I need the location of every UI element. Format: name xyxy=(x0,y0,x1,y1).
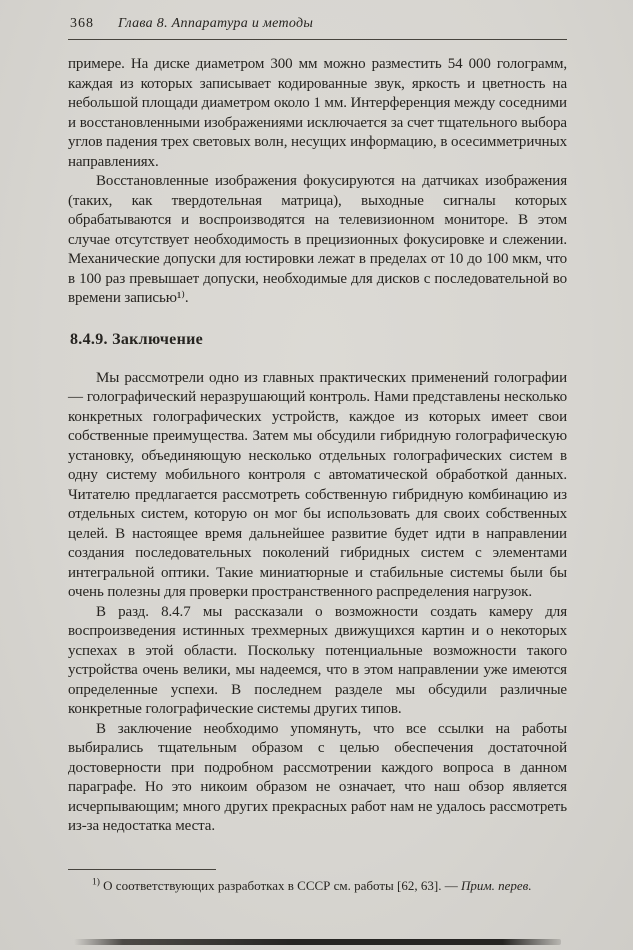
paragraph-continuation: примере. На диске диаметром 300 мм можно разместить 54 000 голограмм, каждая из которых записывает кодированные звук, яркость и цветность на небольшой площади диаметром около 1 мм. Интерференция между соседними и восстановленными изображениями исключается за счет тщательного выбора углов падения трех световых волн, несущих информацию, в осесимметричных направлениях. xyxy=(68,56,567,170)
footnote-area xyxy=(68,859,567,894)
paragraph: Восстановленные изображения фокусируются на датчиках изображения (таких, как твердотельная матрица), выходные сигналы которых обрабатываются и воспроизводятся на телевизионном мониторе. В этом случае отсутствует необходимость в прецизионных фокусировке и слежении. Механические допуски для юстировки лежат в пределах от 10 до 100 мкм, что в 100 раз превышает допуски, необходимые для дисков с последовательной во времени записью¹⁾. xyxy=(68,173,567,306)
header-rule xyxy=(68,39,567,40)
page-number: 368 xyxy=(70,16,94,31)
section-heading: 8.4.9. Заключение xyxy=(70,330,204,348)
footnote xyxy=(68,877,567,894)
paragraph: Мы рассмотрели одно из главных практических применений голографии — голографический неразрушающий контроль. Нами представлены несколько конкретных голографических устройств, каждое из которых имеет свои собственные преимущества. Затем мы обсудили гибридную голографическую установку, объединяющую несколько отдельных голографических систем в одну систему мобильного контроля с автоматической обработкой данных. Читателю предлагается рассмотреть собственную гибридную комбинацию из отдельных систем, которую он мог бы использовать для своих собственных целей. В настоящее время дальнейшее развитие будет идти в направлении создания последовательных поколений гибридных систем с элементами интегральной оптики. Такие миниатюрные и стабильные системы были бы очень полезны для проверки пространственного распределения нагрузок. xyxy=(68,369,567,600)
page-header xyxy=(68,14,567,39)
paragraph: В заключение необходимо упомянуть, что все ссылки на работы выбирались тщательным образом с целью обеспечения достаточной достоверности при подробном рассмотрении каждого вопроса в данном параграфе. Но это никоим образом не означает, что наш обзор является исчерпывающим; много других прекрасных работ нам не удалось рассмотреть из-за недостатка места. xyxy=(68,720,567,834)
scan-edge-artifact xyxy=(74,939,561,945)
page-body xyxy=(68,55,567,837)
footnote-text: О соответствующих разработках в СССР см. работы [62, 63]. — xyxy=(103,878,461,893)
running-chapter-title: Глава 8. Аппаратура и методы xyxy=(118,16,314,31)
footnote-marker: 1) xyxy=(92,877,100,888)
footnote-rule xyxy=(68,869,216,870)
footnote-attribution: Прим. перев. xyxy=(460,878,532,893)
paragraph: В разд. 8.4.7 мы рассказали о возможности создать камеру для воспроизведения истинных трехмерных движущихся картин и о некоторых успехах в этой области. Поскольку потенциальные возможности такого устройства очень велики, мы надеемся, что в этом направлении уже имеются определенные успехи. В последнем разделе мы обсудили различные конкретные голографические системы других типов. xyxy=(68,603,567,717)
